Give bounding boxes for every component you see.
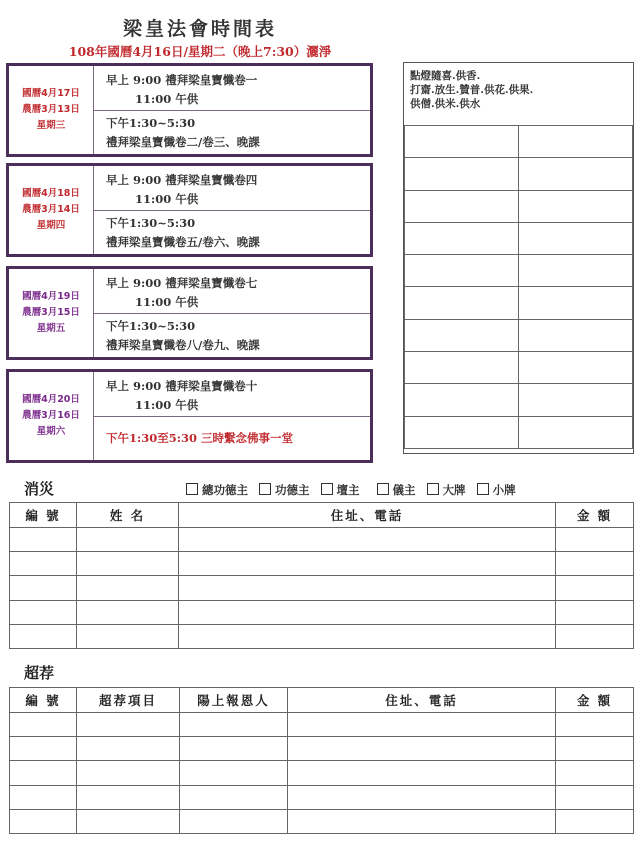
form-cell[interactable] bbox=[556, 713, 634, 737]
form-cell[interactable] bbox=[10, 785, 77, 809]
form-cell[interactable] bbox=[10, 761, 77, 785]
day-4-solar-date: 國曆4月20日 bbox=[22, 394, 80, 405]
form-cell[interactable] bbox=[10, 809, 77, 833]
day-2-afternoon bbox=[93, 210, 370, 254]
schedule-day-3 bbox=[6, 266, 373, 360]
day-3-date bbox=[9, 269, 94, 357]
header-amount: 金 額 bbox=[556, 688, 634, 713]
form-cell[interactable] bbox=[77, 809, 180, 833]
day-1-morning bbox=[93, 66, 370, 111]
form-cell[interactable] bbox=[556, 809, 634, 833]
day-1-weekday: 星期三 bbox=[36, 120, 66, 131]
form-cell[interactable] bbox=[556, 528, 634, 552]
day-3-afternoon-time: 下午1:30~5:30 bbox=[106, 319, 196, 333]
checkbox-label: 總功德主 bbox=[202, 483, 248, 497]
form-cell[interactable] bbox=[77, 624, 179, 648]
form-cell[interactable] bbox=[77, 528, 179, 552]
table-row bbox=[10, 737, 634, 761]
offering-cell[interactable] bbox=[519, 158, 633, 190]
form-cell[interactable] bbox=[288, 761, 556, 785]
schedule-day-2 bbox=[6, 163, 373, 257]
sponsor-level-checkboxes bbox=[186, 482, 523, 498]
header-amount: 金 額 bbox=[556, 503, 634, 528]
offering-cell[interactable] bbox=[405, 416, 519, 448]
header-deliverance-item: 超荐項目 bbox=[77, 688, 180, 713]
day-4-noon-offering: 11:00 午供 bbox=[135, 398, 199, 412]
header-address-phone: 住址、電話 bbox=[288, 688, 556, 713]
header-address-phone: 住址、電話 bbox=[179, 503, 556, 528]
offering-cell[interactable] bbox=[405, 222, 519, 254]
offering-entry-grid bbox=[404, 125, 633, 449]
day-2-afternoon-time: 下午1:30~5:30 bbox=[106, 216, 196, 230]
form-cell[interactable] bbox=[288, 785, 556, 809]
day-2-morning bbox=[93, 166, 370, 211]
checkbox-label: 大牌 bbox=[442, 483, 466, 497]
form-cell[interactable] bbox=[288, 809, 556, 833]
day-4-afternoon bbox=[93, 416, 370, 460]
checkbox-label: 壇主 bbox=[336, 483, 360, 497]
offering-line-1: 點燈隨喜.供香. bbox=[410, 70, 481, 82]
form-cell[interactable] bbox=[556, 552, 634, 576]
header-name: 姓 名 bbox=[77, 503, 179, 528]
offering-cell[interactable] bbox=[405, 287, 519, 319]
table-row bbox=[10, 552, 634, 576]
form-cell[interactable] bbox=[179, 576, 556, 600]
form-cell[interactable] bbox=[10, 528, 77, 552]
day-3-solar-date: 國曆4月19日 bbox=[22, 291, 80, 302]
form-cell[interactable] bbox=[179, 528, 556, 552]
day-1-afternoon bbox=[93, 110, 370, 154]
header-living-sponsor: 陽上報恩人 bbox=[180, 688, 288, 713]
header-number: 編 號 bbox=[10, 688, 77, 713]
schedule-day-4 bbox=[6, 369, 373, 463]
day-1-noon-offering: 11:00 午供 bbox=[135, 92, 199, 106]
form-cell[interactable] bbox=[556, 600, 634, 624]
table-row bbox=[10, 576, 634, 600]
checkbox[interactable] bbox=[427, 483, 439, 495]
table-row bbox=[10, 713, 634, 737]
day-4-morning bbox=[93, 372, 370, 417]
day-3-morning bbox=[93, 269, 370, 314]
form-cell[interactable] bbox=[180, 761, 288, 785]
offering-cell[interactable] bbox=[405, 126, 519, 158]
day-1-afternoon-ritual: 禮拜梁皇寶懺卷二/卷三、晚課 bbox=[106, 135, 260, 149]
schedule-day-1 bbox=[6, 63, 373, 157]
checkbox[interactable] bbox=[321, 483, 333, 495]
day-3-noon-offering: 11:00 午供 bbox=[135, 295, 199, 309]
day-2-afternoon-ritual: 禮拜梁皇寶懺卷五/卷六、晚課 bbox=[106, 235, 260, 249]
day-2-weekday: 星期四 bbox=[36, 220, 66, 231]
deliverance-section-title: 超荐 bbox=[24, 664, 55, 682]
form-cell[interactable] bbox=[77, 576, 179, 600]
day-2-solar-date: 國曆4月18日 bbox=[22, 188, 80, 199]
form-cell[interactable] bbox=[180, 713, 288, 737]
form-cell[interactable] bbox=[77, 713, 180, 737]
offering-cell[interactable] bbox=[405, 384, 519, 416]
offering-cell[interactable] bbox=[405, 255, 519, 287]
form-cell[interactable] bbox=[556, 761, 634, 785]
form-cell[interactable] bbox=[77, 785, 180, 809]
form-cell[interactable] bbox=[10, 600, 77, 624]
offering-cell[interactable] bbox=[519, 190, 633, 222]
form-cell[interactable] bbox=[180, 737, 288, 761]
checkbox[interactable] bbox=[377, 483, 389, 495]
offering-cell[interactable] bbox=[519, 384, 633, 416]
form-cell[interactable] bbox=[10, 713, 77, 737]
offering-cell[interactable] bbox=[519, 222, 633, 254]
header-number: 編 號 bbox=[10, 503, 77, 528]
day-3-afternoon bbox=[93, 313, 370, 357]
day-1-morning-ritual: 早上 9:00 禮拜梁皇寶懺卷一 bbox=[106, 73, 258, 87]
form-cell[interactable] bbox=[77, 737, 180, 761]
form-cell[interactable] bbox=[179, 552, 556, 576]
table-row bbox=[10, 528, 634, 552]
checkbox-label: 小牌 bbox=[492, 483, 516, 497]
disaster-section-title: 消災 bbox=[24, 480, 55, 498]
day-4-lunar-date: 農曆3月16日 bbox=[22, 410, 80, 421]
form-cell[interactable] bbox=[288, 713, 556, 737]
table-row bbox=[10, 809, 634, 833]
form-cell[interactable] bbox=[288, 737, 556, 761]
checkbox[interactable] bbox=[477, 483, 489, 495]
form-cell[interactable] bbox=[556, 576, 634, 600]
day-3-weekday: 星期五 bbox=[36, 323, 66, 334]
day-1-afternoon-time: 下午1:30~5:30 bbox=[106, 116, 196, 130]
form-cell[interactable] bbox=[10, 552, 77, 576]
checkbox[interactable] bbox=[259, 483, 271, 495]
day-3-morning-ritual: 早上 9:00 禮拜梁皇寶懺卷七 bbox=[106, 276, 258, 290]
offering-box bbox=[403, 62, 634, 454]
offering-types bbox=[410, 69, 629, 111]
page-title: 梁皇法會時間表 bbox=[122, 18, 277, 40]
form-cell[interactable] bbox=[77, 761, 180, 785]
offering-cell[interactable] bbox=[405, 319, 519, 351]
offering-cell[interactable] bbox=[519, 352, 633, 384]
form-cell[interactable] bbox=[77, 600, 179, 624]
checkbox[interactable] bbox=[186, 483, 198, 495]
offering-cell[interactable] bbox=[519, 416, 633, 448]
offering-cell[interactable] bbox=[519, 126, 633, 158]
day-1-lunar-date: 農曆3月13日 bbox=[22, 104, 80, 115]
day-1-solar-date: 國曆4月17日 bbox=[22, 88, 80, 99]
offering-line-3: 供僧.供米.供水 bbox=[410, 98, 481, 110]
checkbox-label: 儀主 bbox=[392, 483, 416, 497]
deliverance-form-table bbox=[9, 687, 634, 834]
form-cell[interactable] bbox=[556, 737, 634, 761]
day-2-morning-ritual: 早上 9:00 禮拜梁皇寶懺卷四 bbox=[106, 173, 258, 187]
offering-cell[interactable] bbox=[519, 255, 633, 287]
day-3-lunar-date: 農曆3月15日 bbox=[22, 307, 80, 318]
offering-cell[interactable] bbox=[405, 352, 519, 384]
day-4-morning-ritual: 早上 9:00 禮拜梁皇寶懺卷十 bbox=[106, 379, 258, 393]
day-2-lunar-date: 農曆3月14日 bbox=[22, 204, 80, 215]
day-4-three-periods-ritual: 下午1:30至5:30 三時繫念佛事一堂 bbox=[106, 431, 294, 445]
form-cell[interactable] bbox=[179, 600, 556, 624]
offering-cell[interactable] bbox=[405, 158, 519, 190]
form-cell[interactable] bbox=[77, 552, 179, 576]
table-row bbox=[10, 761, 634, 785]
checkbox-label: 功德主 bbox=[275, 483, 310, 497]
day-4-weekday: 星期六 bbox=[36, 426, 66, 437]
form-cell[interactable] bbox=[556, 785, 634, 809]
form-cell[interactable] bbox=[10, 576, 77, 600]
disaster-form-table bbox=[9, 502, 634, 649]
table-row bbox=[10, 600, 634, 624]
day-2-noon-offering: 11:00 午供 bbox=[135, 192, 199, 206]
day-4-date bbox=[9, 372, 94, 460]
form-cell[interactable] bbox=[179, 624, 556, 648]
day-1-date bbox=[9, 66, 94, 154]
table-row bbox=[10, 624, 634, 648]
offering-cell[interactable] bbox=[519, 319, 633, 351]
form-cell[interactable] bbox=[180, 809, 288, 833]
offering-cell[interactable] bbox=[519, 287, 633, 319]
form-cell[interactable] bbox=[180, 785, 288, 809]
form-cell[interactable] bbox=[10, 624, 77, 648]
day-2-date bbox=[9, 166, 94, 254]
form-cell[interactable] bbox=[10, 737, 77, 761]
purification-subtitle: 108年國曆4月16日/星期二（晚上7:30）灑淨 bbox=[68, 44, 332, 59]
form-cell[interactable] bbox=[556, 624, 634, 648]
table-row bbox=[10, 785, 634, 809]
offering-line-2: 打齋.放生.贊普.供花.供果. bbox=[410, 84, 534, 96]
day-3-afternoon-ritual: 禮拜梁皇寶懺卷八/卷九、晚課 bbox=[106, 338, 260, 352]
offering-cell[interactable] bbox=[405, 190, 519, 222]
